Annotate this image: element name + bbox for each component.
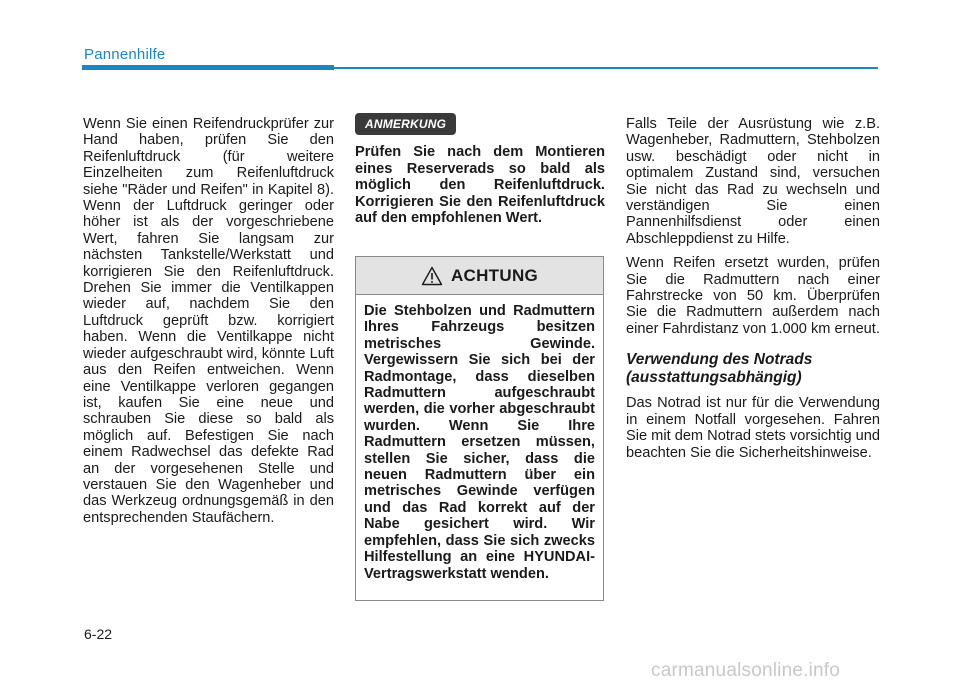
right-column <box>626 116 880 469</box>
left-column <box>83 116 334 534</box>
section-title: Pannenhilfe <box>84 46 166 63</box>
header-rule-thick <box>82 65 334 70</box>
body-paragraph: Das Notrad ist nur für die Verwendung in einem Notfall vorgesehen. Fahren Sie mit dem Notrad stets vorsichtig und beachten Sie die Sicherheitshinweise. <box>626 395 880 461</box>
warning-triangle-icon <box>421 266 443 286</box>
body-paragraph: Wenn Reifen ersetzt wurden, prüfen Sie die Radmuttern nach einer Fahrstrecke von 50 km. Überprüfen Sie die Radmuttern außerdem nach einer Fahrdistanz von 1.000 km erneut. <box>626 255 880 337</box>
warning-header <box>356 257 603 295</box>
subheading <box>626 351 880 387</box>
warning-text: Die Stehbolzen und Radmuttern Ihres Fahrzeugs besitzen metrisches Gewinde. Vergewissern Sie sich bei der Radmontage, dass dieselben Radmuttern aufgeschraubt werden, die vorher abgeschraubt wurden. Wenn Sie Ihre Radmuttern ersetzen müssen, stellen Sie sicher, dass die neuen Radmuttern über ein metrisches Gewinde verfügen und das Rad korrekt auf der Nabe gesichert wird. Wir empfehlen, dass Sie sich zwecks Hilfestellung an eine HYUNDAI-Vertragswerkstatt wenden. <box>364 303 595 582</box>
header-rule-thin <box>334 67 878 69</box>
subheading-line: Verwendung des Notrads <box>626 351 813 369</box>
warning-title: ACHTUNG <box>450 265 539 285</box>
body-paragraph: Wenn Sie einen Reifendruckprüfer zur Hand haben, prüfen Sie den Reifenluftdruck (für weitere Einzelheiten zum Reifenluftdruck siehe "Räder und Reifen" in Kapitel 8). Wenn der Luftdruck geringer oder höher ist als der vorgeschriebene Wert, fahren Sie langsam zur nächsten Tankstelle/Werkstatt und korrigieren Sie den Reifenluftdruck. Drehen Sie immer die Ventilkappen wieder auf, nachdem Sie den Luftdruck geprüft bzw. korrigiert haben. Wenn die Ventilkappe nicht wieder aufgeschraubt wird, könnte Luft aus den Reifen entweichen. Wenn eine Ventilkappe verloren gegangen ist, kaufen Sie eine neue und schrauben Sie diese so bald als möglich auf. Befestigen Sie nach einem Radwechsel das defekte Rad an der vorgesehenen Stelle und verstauen Sie den Wagenheber und das Werkzeug ordnungsgemäß in den entsprechenden Staufächern. <box>83 116 334 526</box>
subheading-line: (ausstattungsabhängig) <box>626 369 802 387</box>
middle-column <box>355 113 605 234</box>
warning-box <box>355 256 604 601</box>
note-text: Prüfen Sie nach dem Montieren eines Reserverads so bald als möglich den Reifenluftdruck. Korrigieren Sie den Reifenluftdruck auf den empfohlenen Wert. <box>355 144 605 227</box>
watermark: carmanualsonline.info <box>651 660 841 681</box>
body-paragraph: Falls Teile der Ausrüstung wie z.B. Wagenheber, Radmuttern, Stehbolzen usw. beschädigt oder nicht in optimalem Zustand sind, versuchen Sie nicht das Rad zu wechseln und verständigen Sie einen Pannenhilfsdienst oder einen Abschleppdienst zu Hilfe. <box>626 116 880 247</box>
note-badge: ANMERKUNG <box>355 113 456 135</box>
page-number: 6-22 <box>84 626 113 642</box>
